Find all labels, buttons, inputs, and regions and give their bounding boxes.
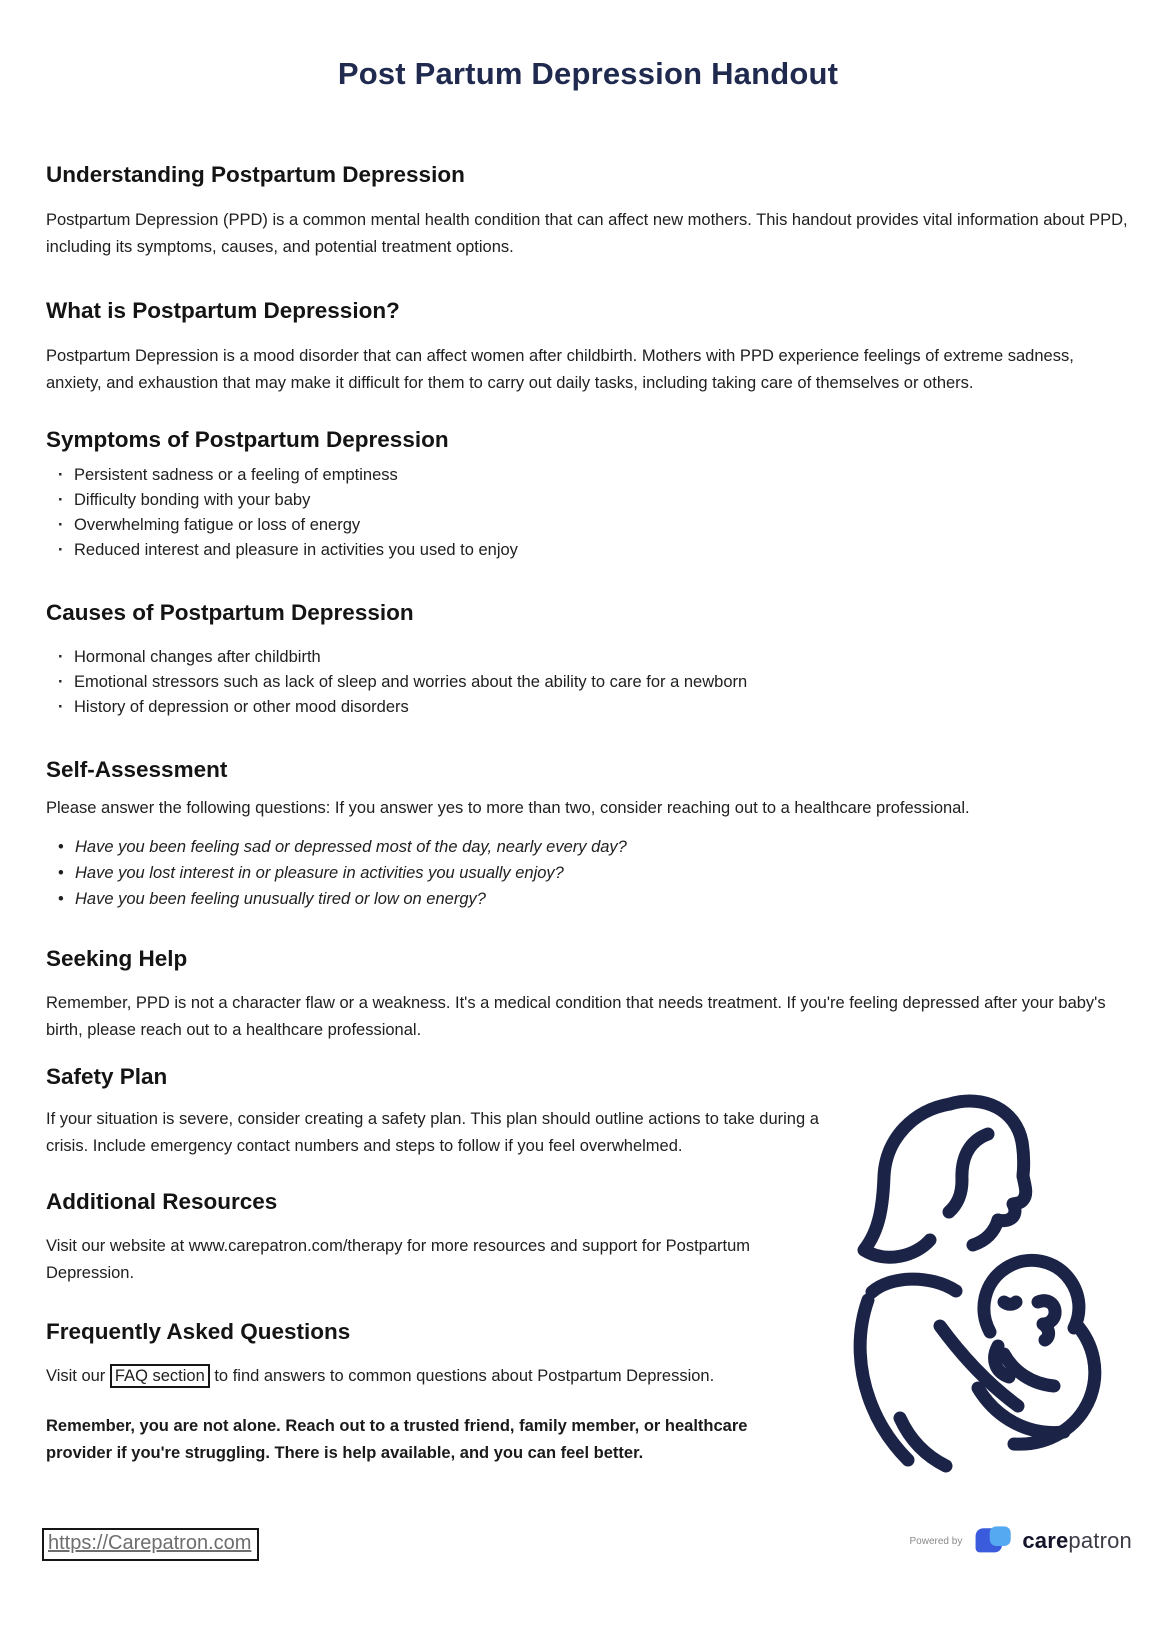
paragraph-understanding: Postpartum Depression (PPD) is a common mental health condition that can affect new mothers. This handout provides vital information about PPD, including its symptoms, causes, and potential treatment options. <box>46 211 1128 256</box>
heading-safety-plan: Safety Plan <box>46 1064 168 1089</box>
self-assessment-questions <box>46 834 1130 912</box>
list-item: · Persistent sadness or a feeling of emptiness <box>58 463 1130 488</box>
question-item: • Have you been feeling sad or depressed most of the day, nearly every day? <box>58 834 1130 860</box>
mother-holding-baby-illustration <box>828 1088 1108 1473</box>
list-item: · Overwhelming fatigue or loss of energy <box>58 513 1130 538</box>
mother-holding-baby-svg <box>828 1088 1108 1473</box>
faq-link-label: FAQ section <box>114 1367 205 1385</box>
brand-patron: patron <box>1068 1528 1132 1553</box>
heading-understanding: Understanding Postpartum Depression <box>46 162 465 187</box>
question-item: • Have you been feeling unusually tired or low on energy? <box>58 886 1130 912</box>
powered-by-label: Powered by <box>909 1535 963 1547</box>
paragraph-seeking-help: Remember, PPD is not a character flaw or a weakness. It's a medical condition that needs treatment. If you're feeling depressed after your baby's birth, please reach out to a healthcare professional. <box>46 994 1106 1039</box>
paragraph-safety-plan: If your situation is severe, consider creating a safety plan. This plan should outline actions to take during a crisis. Include emergency contact numbers and steps to follow if you feel overwhelmed. <box>46 1110 819 1155</box>
paragraph-closing: Remember, you are not alone. Reach out to a trusted friend, family member, or healthcare provider if you're struggling. There is help available, and you can feel better. <box>46 1417 748 1462</box>
carepatron-site-link[interactable]: https://Carepatron.com <box>42 1528 259 1561</box>
faq-section-link[interactable] <box>110 1364 210 1388</box>
paragraph-faq <box>46 1363 824 1390</box>
paragraph-self-assessment-intro: Please answer the following questions: If you answer yes to more than two, consider reaching out to a healthcare professional. <box>46 799 970 817</box>
powered-by-brand <box>910 1524 1132 1558</box>
heading-what-is: What is Postpartum Depression? <box>46 298 400 323</box>
list-item: · Emotional stressors such as lack of sleep and worries about the ability to care for a newborn <box>58 670 1130 695</box>
symptoms-list <box>46 463 1130 563</box>
heading-self-assessment: Self-Assessment <box>46 757 228 782</box>
faq-text-after: to find answers to common questions about Postpartum Depression. <box>209 1367 715 1385</box>
page-title: Post Partum Depression Handout <box>337 56 839 91</box>
heading-symptoms: Symptoms of Postpartum Depression <box>46 427 449 452</box>
faq-text-before: Visit our <box>46 1367 110 1385</box>
question-item: • Have you lost interest in or pleasure in activities you usually enjoy? <box>58 860 1130 886</box>
heading-causes: Causes of Postpartum Depression <box>46 600 414 625</box>
carepatron-wordmark <box>1022 1528 1132 1554</box>
heading-seeking-help: Seeking Help <box>46 946 188 971</box>
causes-list <box>46 645 1130 720</box>
paragraph-additional-resources: Visit our website at www.carepatron.com/therapy for more resources and support for Postpartum Depression. <box>46 1237 751 1282</box>
heading-additional-resources: Additional Resources <box>46 1189 278 1214</box>
list-item: · Hormonal changes after childbirth <box>58 645 1130 670</box>
carepatron-logo-icon <box>971 1524 1013 1558</box>
heading-faq: Frequently Asked Questions <box>46 1319 351 1344</box>
list-item: · Difficulty bonding with your baby <box>58 488 1130 513</box>
list-item: · Reduced interest and pleasure in activities you used to enjoy <box>58 538 1130 563</box>
list-item: · History of depression or other mood disorders <box>58 695 1130 720</box>
paragraph-what-is: Postpartum Depression is a mood disorder that can affect women after childbirth. Mothers with PPD experience feelings of extreme sadness, anxiety, and exhaustion that may make it difficult for them to carry out daily tasks, including taking care of themselves or others. <box>46 347 1074 392</box>
brand-care: care <box>1022 1528 1069 1553</box>
